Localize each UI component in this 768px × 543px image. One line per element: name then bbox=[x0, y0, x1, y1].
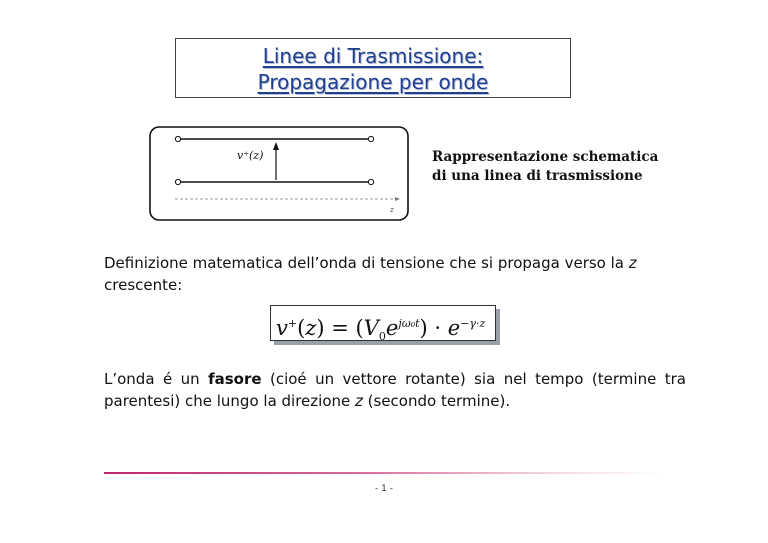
formula-open-paren: ( bbox=[297, 316, 306, 340]
explanation-bold-term: fasore bbox=[208, 370, 262, 388]
explanation-variable: z bbox=[355, 392, 363, 410]
footer-divider bbox=[104, 472, 664, 474]
lower-left-terminal bbox=[175, 179, 180, 184]
page-number: - 1 - bbox=[375, 484, 393, 494]
definition-text: Definizione matematica dell’onda di tensione che si propaga verso la bbox=[104, 254, 629, 272]
formula-plus: + bbox=[287, 317, 298, 330]
caption-line-1: Rappresentazione schematica bbox=[432, 149, 659, 165]
upper-left-terminal bbox=[175, 136, 180, 141]
formula-v: v bbox=[276, 316, 288, 340]
lower-right-terminal bbox=[368, 179, 373, 184]
explanation-text-1: L’onda é un bbox=[104, 370, 209, 388]
formula-e2-exponent: −γ·z bbox=[460, 317, 486, 330]
voltage-wave-formula bbox=[270, 305, 496, 344]
slide-title-line-1: Linee di Trasmissione: bbox=[262, 44, 484, 68]
transmission-line-diagram bbox=[149, 126, 409, 221]
definition-paragraph bbox=[104, 252, 694, 296]
voltage-label: v⁺(z) bbox=[237, 149, 264, 162]
explanation-text-3: (secondo termine). bbox=[362, 392, 511, 410]
definition-text-end: crescente: bbox=[104, 276, 183, 294]
explanation-paragraph bbox=[104, 368, 686, 412]
title-box bbox=[175, 38, 571, 98]
formula-e1-exponent: jω₀t bbox=[398, 317, 420, 330]
formula-e1: e bbox=[385, 316, 399, 340]
formula-equals: ) = ( bbox=[316, 316, 364, 340]
definition-variable: z bbox=[628, 254, 637, 272]
caption-line-2: di una linea di trasmissione bbox=[432, 168, 643, 184]
diagram-caption bbox=[432, 148, 692, 186]
formula-V-sub: 0 bbox=[378, 330, 386, 344]
formula-z: z bbox=[305, 316, 317, 340]
formula-V: V bbox=[363, 316, 379, 340]
explanation-text-2: (cioé un vettore rotante) sia nel tempo (termine tra parentesi) che lungo la direzione bbox=[104, 370, 686, 410]
formula-dot: ) · bbox=[419, 316, 448, 340]
z-axis-label: z bbox=[390, 206, 394, 214]
upper-right-terminal bbox=[368, 136, 373, 141]
formula-e2: e bbox=[447, 316, 461, 340]
slide-title-line-2: Propagazione per onde bbox=[257, 70, 489, 94]
